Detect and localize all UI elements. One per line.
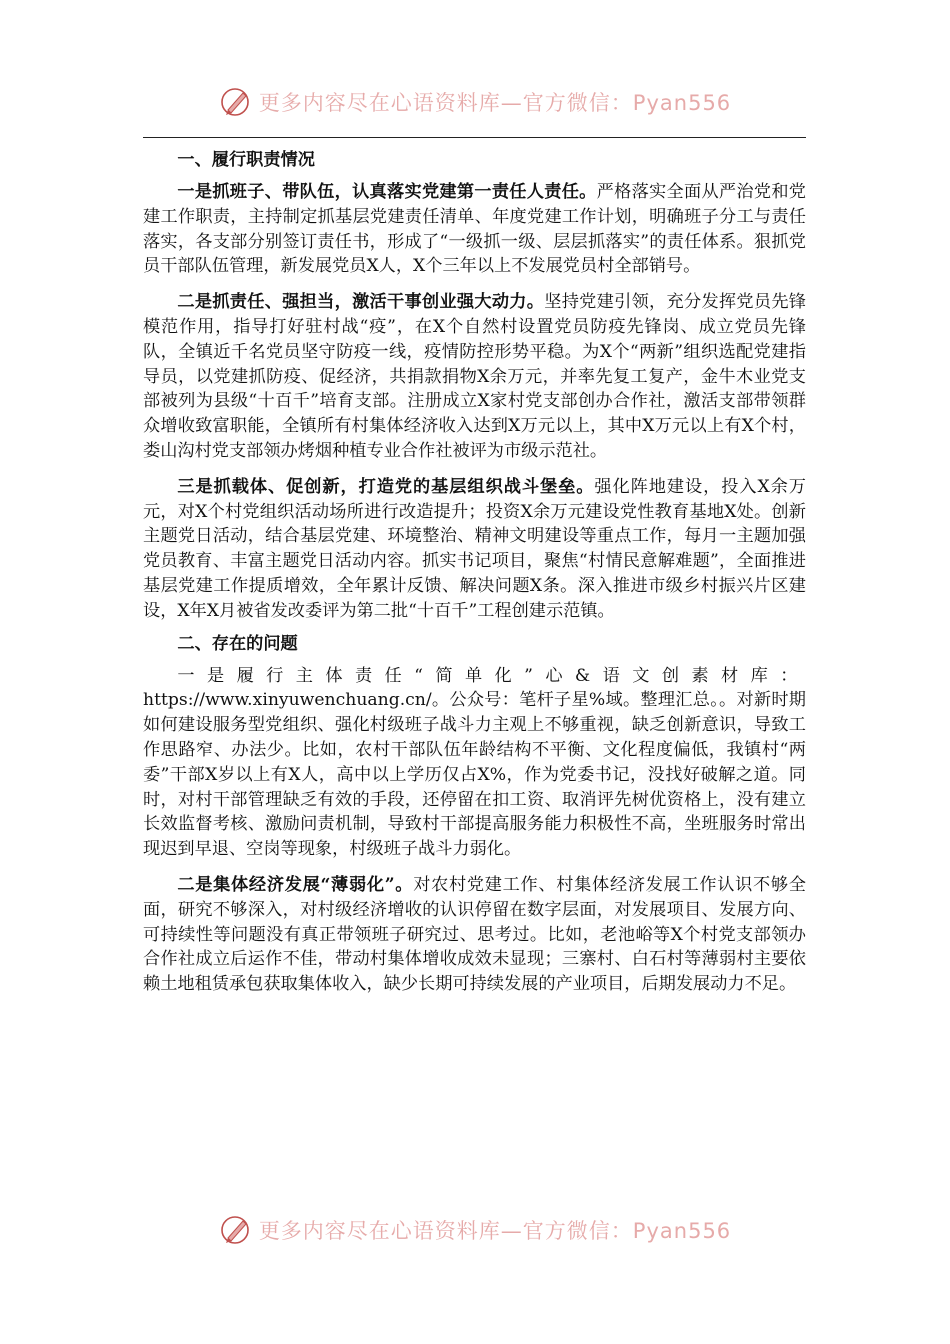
paragraph-1 <box>143 180 806 279</box>
paragraph-1-body: 严格落实全面从严治党和党建工作职责，主持制定抓基层党建责任清单、年度党建工作计划，明确班子分工与责任落实，各支部分别签订责任书，形成了“一级抓一级、层层抓落实”的责任体系。狠抓党员干部队伍管理，新发展党员X人，X个三年以上不发展党员村全部销号。 <box>143 182 806 277</box>
paragraph-5-body: 对农村党建工作、村集体经济发展工作认识不够全面，研究不够深入，对村级经济增收的认识停留在数字层面，对发展项目、发展方向、可持续性等问题没有真正带领班子研究过、思考过。比如，老池峪等X个村党支部领办合作社成立后运作不佳，带动村集体增收成效未显现；三寨村、白石村等薄弱村主要依赖土地租赁承包获取集体收入，缺少长期可持续发展的产业项目，后期发展动力不足。 <box>143 874 806 995</box>
section-heading-1: 一、履行职责情况 <box>177 150 315 170</box>
header-watermark-banner <box>0 78 950 126</box>
paragraph-2-body: 坚持党建引领，充分发挥党员先锋模范作用，指导打好驻村战“疫”，在X个自然村设置党员防疫先锋岗、成立党员先锋队，全镇近千名党员坚守防疫一线，疫情防控形势平稳。为X个“两新”组织选配党建指导员，以党建抓防疫、促经济，共捐款捐物X余万元，并率先复工复产，金牛木业党支部被列为县级“十百千”培育支部。注册成立X家村党支部创办合作社，激活支部带领群众增收致富职能，全镇所有村集体经济收入达到X万元以上，其中X万元以上有X个村，娄山沟村党支部领办烤烟种植专业合作社被评为市级示范社。 <box>143 292 806 461</box>
header-watermark-text: 更多内容尽在心语资料库—官方微信：Pyan556 <box>258 91 732 115</box>
footer-watermark-banner <box>0 1206 950 1254</box>
header-divider <box>143 137 806 138</box>
paragraph-1-lead: 一是抓班子、带队伍，认真落实党建第一责任人责任。 <box>177 182 597 202</box>
paragraph-3-lead: 三是抓载体、促创新，打造党的基层组织战斗堡垒。 <box>177 476 595 497</box>
pen-logo-icon <box>219 85 253 119</box>
paragraph-5-lead: 二是集体经济发展“薄弱化”。 <box>177 874 414 895</box>
paragraph-4-lead: 一是履行主体责任“简单化”心&语文创素材库： <box>177 665 806 686</box>
paragraph-3-body: 强化阵地建设，投入X余万元，对X个村党组织活动场所进行改造提升；投资X余万元建设党性教育基地X处。创新主题党日活动，结合基层党建、环境整治、精神文明建设等重点工作，每月一主题加强党员教育、丰富主题党日活动内容。抓实书记项目，聚焦“村情民意解难题”，全面推进基层党建工作提质增效，全年累计反馈、解决问题X条。深入推进市级乡村振兴片区建设，X年X月被省发改委评为第二批“十百千”工程创建示范镇。 <box>143 476 806 621</box>
paragraph-2-lead: 二是抓责任、强担当，激活干事创业强大动力。 <box>177 292 545 313</box>
pen-logo-icon <box>219 1213 253 1247</box>
paragraph-5 <box>143 873 806 997</box>
paragraph-4-body: 。公众号：笔杆子星%域。整理汇总。。对新时期如何建设服务型党组织、强化村级班子战斗力主观上不够重视，缺乏创新意识，导致工作思路窄、办法少。比如，农村干部队伍年龄结构不平衡、文化程度偏低，我镇村“两委”干部X岁以上有X人，高中以上学历仅占X%，作为党委书记，没找好破解之道。同时，对村干部管理缺乏有效的手段，还停留在扣工资、取消评先树优资格上，没有建立长效监督考核、激励问责机制，导致村干部提高服务能力积极性不高，坐班服务时常出现迟到早退、空岗等现象，村级班子战斗力弱化。 <box>143 690 806 860</box>
paragraph-3 <box>143 475 806 624</box>
paragraph-4-url: https://www.xinyuwenchuang.cn/ <box>143 690 432 711</box>
paragraph-4 <box>143 664 806 862</box>
paragraph-2 <box>143 290 806 464</box>
footer-watermark-text: 更多内容尽在心语资料库—官方微信：Pyan556 <box>258 1219 732 1243</box>
section-heading-2: 二、存在的问题 <box>177 633 298 654</box>
document-body <box>143 146 806 997</box>
